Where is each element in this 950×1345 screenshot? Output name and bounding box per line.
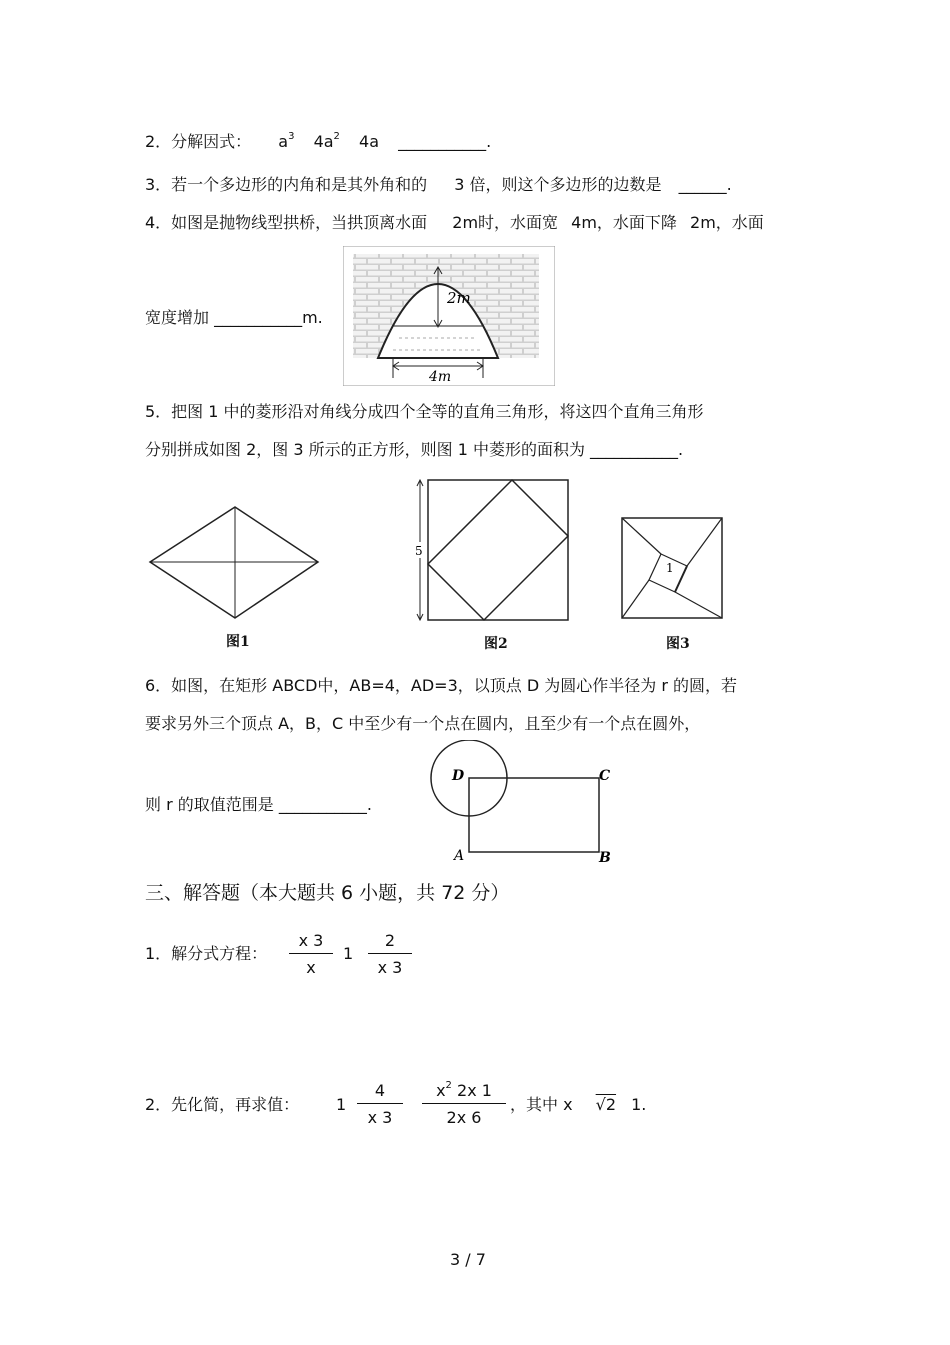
fraction-2: $\frac{2}{x 3}$ xyxy=(368,931,412,977)
figure-1-rhombus xyxy=(145,500,325,625)
question-2: 2．分解因式： $a^3$ $4a^2$ 4a ___________. xyxy=(145,131,492,151)
inner-tilted-square xyxy=(428,480,568,620)
vertex-c-label: C xyxy=(599,768,611,784)
question-6-line1: 6．如图，在矩形 ABCD中，AB=4，AD=3，以顶点 D 为圆心作半径为 r 的圆，若 xyxy=(145,676,738,695)
solve-2-one: 1 xyxy=(336,1095,347,1114)
figure-2-label: 图2 xyxy=(484,636,508,652)
height-label: 2m xyxy=(447,289,471,307)
question-6-line2: 要求另外三个顶点 A，B，C 中至少有一个点在圆内，且至少有一个点在圆外， xyxy=(145,714,701,733)
solve-2-tail: ，其中 x √2 1. xyxy=(510,1095,647,1114)
divider-line xyxy=(622,518,661,554)
rectangle-circle-figure xyxy=(428,740,616,864)
page-number: 3 / 7 xyxy=(450,1250,486,1269)
width-label: 4m xyxy=(429,369,452,385)
question-6-line3: 则 r 的取值范围是 ___________. xyxy=(145,795,372,814)
rectangle-abcd xyxy=(469,778,599,852)
vertex-a-label: A xyxy=(454,848,465,864)
question-4-line2: 宽度增加 ___________m. xyxy=(145,308,323,327)
question-5-line1: 5．把图 1 中的菱形沿对角线分成四个全等的直角三角形，将这四个直角三角形 xyxy=(145,402,704,421)
solve-1-one: 1 xyxy=(343,944,354,963)
gap-label: 1 xyxy=(666,561,674,575)
divider-line xyxy=(687,518,722,566)
arch-bridge-figure xyxy=(343,246,555,386)
figure-2-square xyxy=(410,476,572,626)
fraction-4: $\frac{x^2 2x 1}{2x 6}$ xyxy=(422,1081,506,1127)
figure-3-label: 图3 xyxy=(666,636,690,652)
vertex-d-label: D xyxy=(452,768,465,784)
gap-arrow xyxy=(675,566,687,592)
solve-1-label: 1．解分式方程： xyxy=(145,944,268,963)
fraction-1: $\frac{x 3}{x}$ xyxy=(289,931,333,977)
vertex-b-label: B xyxy=(599,850,611,864)
question-4: 4．如图是抛物线型拱桥，当拱顶离水面 2m时，水面宽 4m，水面下降 2m，水面 xyxy=(145,213,764,232)
question-5-line2: 分别拼成如图 2，图 3 所示的正方形，则图 1 中菱形的面积为 ___________. xyxy=(145,440,684,459)
outer-square xyxy=(428,480,568,620)
question-3: 3．若一个多边形的内角和是其外角和的 3 倍，则这个多边形的边数是 ______. xyxy=(145,175,732,194)
divider-line xyxy=(622,580,649,618)
figure-1-label: 图1 xyxy=(226,634,250,650)
side-length-label: 5 xyxy=(415,544,423,558)
divider-line xyxy=(675,592,722,618)
solve-2-label: 2．先化简，再求值： xyxy=(145,1095,300,1114)
fraction-3: $\frac{4}{x 3}$ xyxy=(357,1081,403,1127)
section-title: 三、解答题（本大题共 6 小题，共 72 分） xyxy=(145,882,510,904)
figure-3-square xyxy=(618,514,728,624)
